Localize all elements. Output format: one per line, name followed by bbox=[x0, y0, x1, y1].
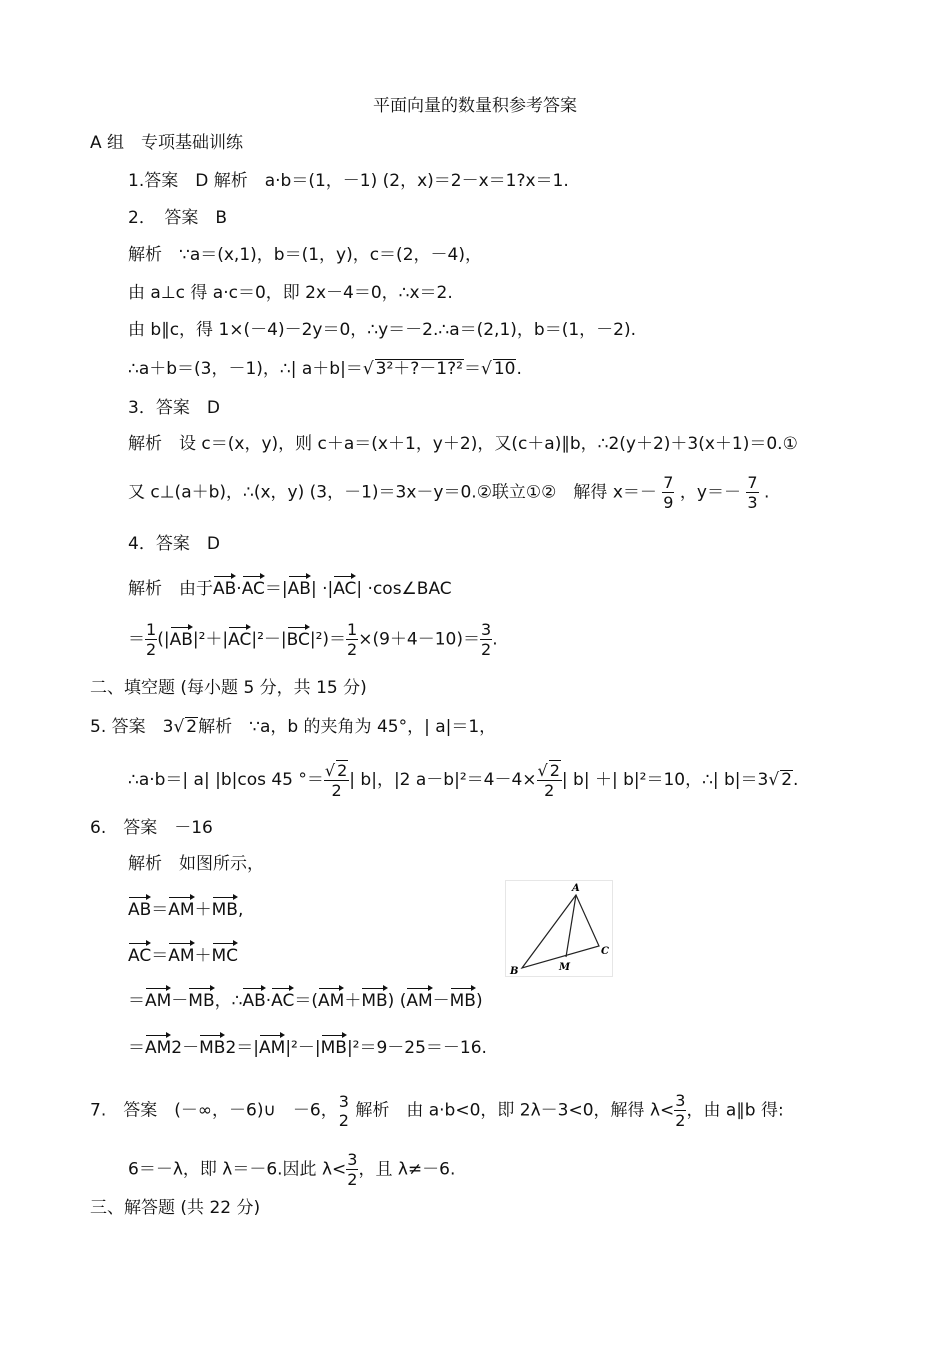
radical-1: 3²＋?－1?² bbox=[375, 359, 463, 379]
fraction: $\frac{7}{3}$ bbox=[747, 473, 758, 512]
answer-3-line-2: 又 c⊥(a＋b)，∴(x，y) (3，－1)＝3x－y＝0.②联立①② 解得 x＝－ $\frac{7}{9}$ ，y＝－ $\frac{7}{3}$ . bbox=[128, 473, 770, 512]
triangle-figure bbox=[505, 880, 613, 977]
answer-2-line-4: ∴a＋b＝(3，－1)，∴| a＋b|＝√ 3²＋?－1?²＝√ 10. bbox=[128, 359, 522, 379]
fraction: $\frac{√ 2}{2}$ bbox=[537, 761, 560, 800]
fraction: $\frac{1}{2}$ bbox=[146, 620, 157, 659]
answer-5-line-2: ∴a·b＝| a| |b|cos 45 °＝ $\frac{√ 2}{2}$ | b|，|2 a－b|²＝4－4× $\frac{√ 2}{2}$ | b| ＋| b|²＝10，∴| b|＝3√ 2. bbox=[128, 761, 799, 800]
fraction: $\frac{3}{2}$ bbox=[675, 1091, 686, 1130]
fraction: $\frac{7}{9}$ bbox=[663, 473, 674, 512]
answer-2-line-3: 由 b∥c，得 1×(－4)－2y＝0，∴y＝－2.∴a＝(2,1)，b＝(1，－2). bbox=[128, 320, 636, 340]
answer-2-head: 2． 答案 B bbox=[128, 208, 227, 228]
answer-1: 1.答案 D 解析 a·b＝(1，－1) (2，x)＝2－x＝1?x＝1. bbox=[128, 171, 569, 191]
radical-2: 10 bbox=[493, 359, 516, 379]
answer-3-head: 3．答案 D bbox=[128, 398, 220, 418]
answer-5-line-1: 5. 答案 3√ 2解析 ∵a，b 的夹角为 45°，| a|＝1， bbox=[90, 717, 497, 737]
section-fill-in: 二、填空题 (每小题 5 分，共 15 分) bbox=[90, 678, 367, 698]
section-group-a: A 组 专项基础训练 bbox=[90, 133, 244, 153]
answer-6-head: 6. 答案 －16 bbox=[90, 818, 213, 838]
label-b: B bbox=[510, 966, 519, 977]
answer-6-line-1: 解析 如图所示， bbox=[128, 854, 264, 874]
label-a: A bbox=[572, 883, 580, 894]
label-c: C bbox=[601, 946, 609, 957]
answer-4-line-1: 解析 由于AB·AC＝|AB| ·|AC| ·cos∠BAC bbox=[128, 579, 452, 599]
answer-4-line-2: ＝ $\frac{1}{2}$ (|AB|²＋|AC|²－|BC|²)＝ $\frac{1}{2}$ ×(9＋4－10)＝ $\frac{3}{2}$ . bbox=[128, 620, 498, 659]
answer-6-line-4: ＝AM－MB，∴AB·AC＝(AM＋MB) (AM－MB) bbox=[128, 991, 483, 1011]
fraction: $\frac{3}{2}$ bbox=[347, 1150, 358, 1189]
answer-6-line-3: AC＝AM＋MC bbox=[128, 946, 239, 966]
section-solutions: 三、解答题 (共 22 分) bbox=[90, 1198, 261, 1218]
page-title: 平面向量的数量积参考答案 bbox=[373, 96, 577, 116]
fraction: $\frac{3}{2}$ bbox=[481, 620, 492, 659]
answer-4-head: 4．答案 D bbox=[128, 534, 220, 554]
answer-3-line-1: 解析 设 c＝(x，y)，则 c＋a＝(x＋1，y＋2)，又(c＋a)∥b，∴2(y＋2)＋3(x＋1)＝0.① bbox=[128, 434, 798, 454]
fraction: 3 2 bbox=[338, 1091, 349, 1130]
answer-2-line-2: 由 a⊥c 得 a·c＝0，即 2x－4＝0，∴x＝2. bbox=[128, 283, 453, 303]
fraction: $\frac{√ 2}{2}$ bbox=[324, 761, 348, 800]
fraction: $\frac{1}{2}$ bbox=[347, 620, 358, 659]
answer-7-line-2: 6＝－λ，即 λ＝－6.因此 λ< $\frac{3}{2}$ ，且 λ≠－6. bbox=[128, 1150, 456, 1189]
answer-2-line-1: 解析 ∵a＝(x,1)，b＝(1，y)，c＝(2，－4)， bbox=[128, 245, 482, 265]
answer-6-line-5: ＝AM2－MB2＝|AM|²－|MB|²＝9－25＝－16. bbox=[128, 1038, 487, 1058]
label-m: M bbox=[559, 962, 571, 973]
answer-7-line-1: 7. 答案 (－∞，－6)∪ －6， 3 2 解析 由 a·b<0，即 2λ－3<0，解得 λ< $\frac{3}{2}$ ，由 a∥b 得: bbox=[90, 1091, 784, 1130]
answer-6-line-2: AB＝AM＋MB, bbox=[128, 900, 244, 920]
